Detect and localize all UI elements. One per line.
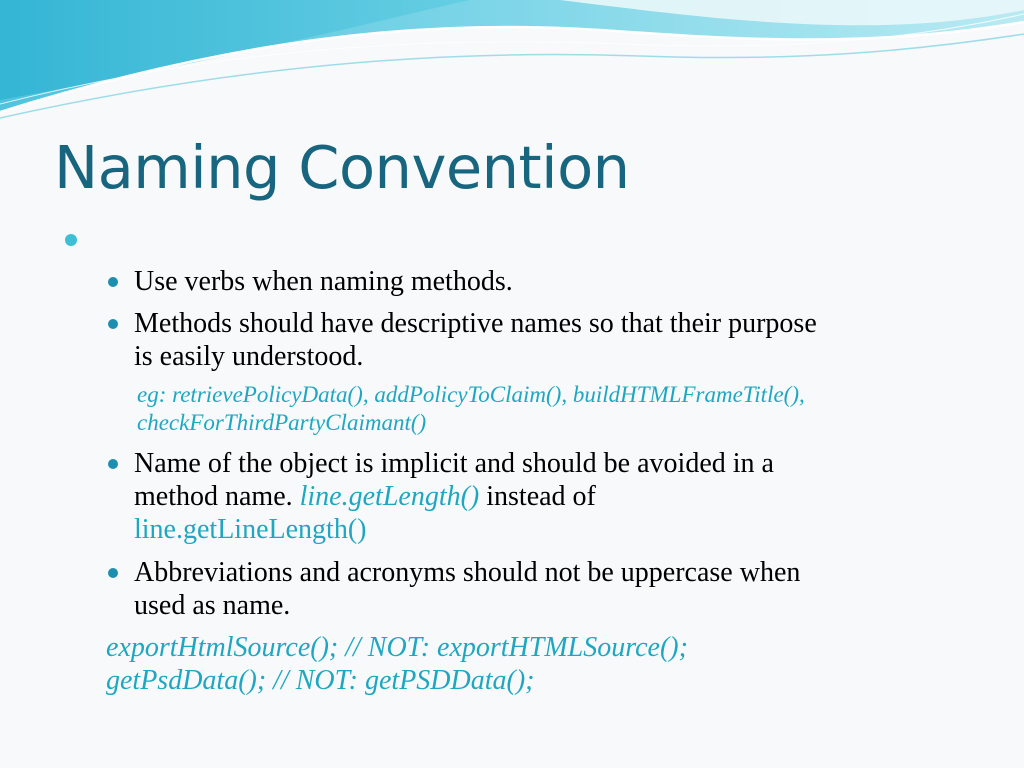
code-example: exportHtmlSource(); // NOT: exportHTMLSource(); [106, 632, 688, 663]
bullet-text-mixed [134, 480, 596, 513]
bullet-icon [65, 234, 77, 246]
header-wave-decoration [0, 0, 1024, 130]
bullet-text: method name. [134, 481, 293, 512]
bullet-icon [108, 319, 118, 329]
bullet-text: Abbreviations and acronyms should not be uppercase when [134, 557, 801, 588]
inline-code: line.getLength() [299, 481, 480, 512]
slide-title: Naming Convention [54, 133, 630, 202]
example-code: eg: retrievePolicyData(), addPolicyToClaim(), buildHTMLFrameTitle(), [137, 382, 805, 407]
bullet-text: instead of [486, 481, 596, 512]
inline-code: line.getLineLength() [134, 514, 367, 545]
bullet-text: Use verbs when naming methods. [134, 266, 513, 297]
bullet-icon [108, 459, 118, 469]
bullet-text: Methods should have descriptive names so that their purpose [134, 308, 817, 339]
bullet-icon [108, 568, 118, 578]
bullet-icon [108, 277, 118, 287]
example-code: checkForThirdPartyClaimant() [137, 410, 427, 435]
code-example: getPsdData(); // NOT: getPSDData(); [106, 665, 535, 696]
bullet-text: used as name. [134, 590, 291, 621]
bullet-text: Name of the object is implicit and should be avoided in a [134, 448, 774, 479]
bullet-text: is easily understood. [134, 341, 364, 372]
